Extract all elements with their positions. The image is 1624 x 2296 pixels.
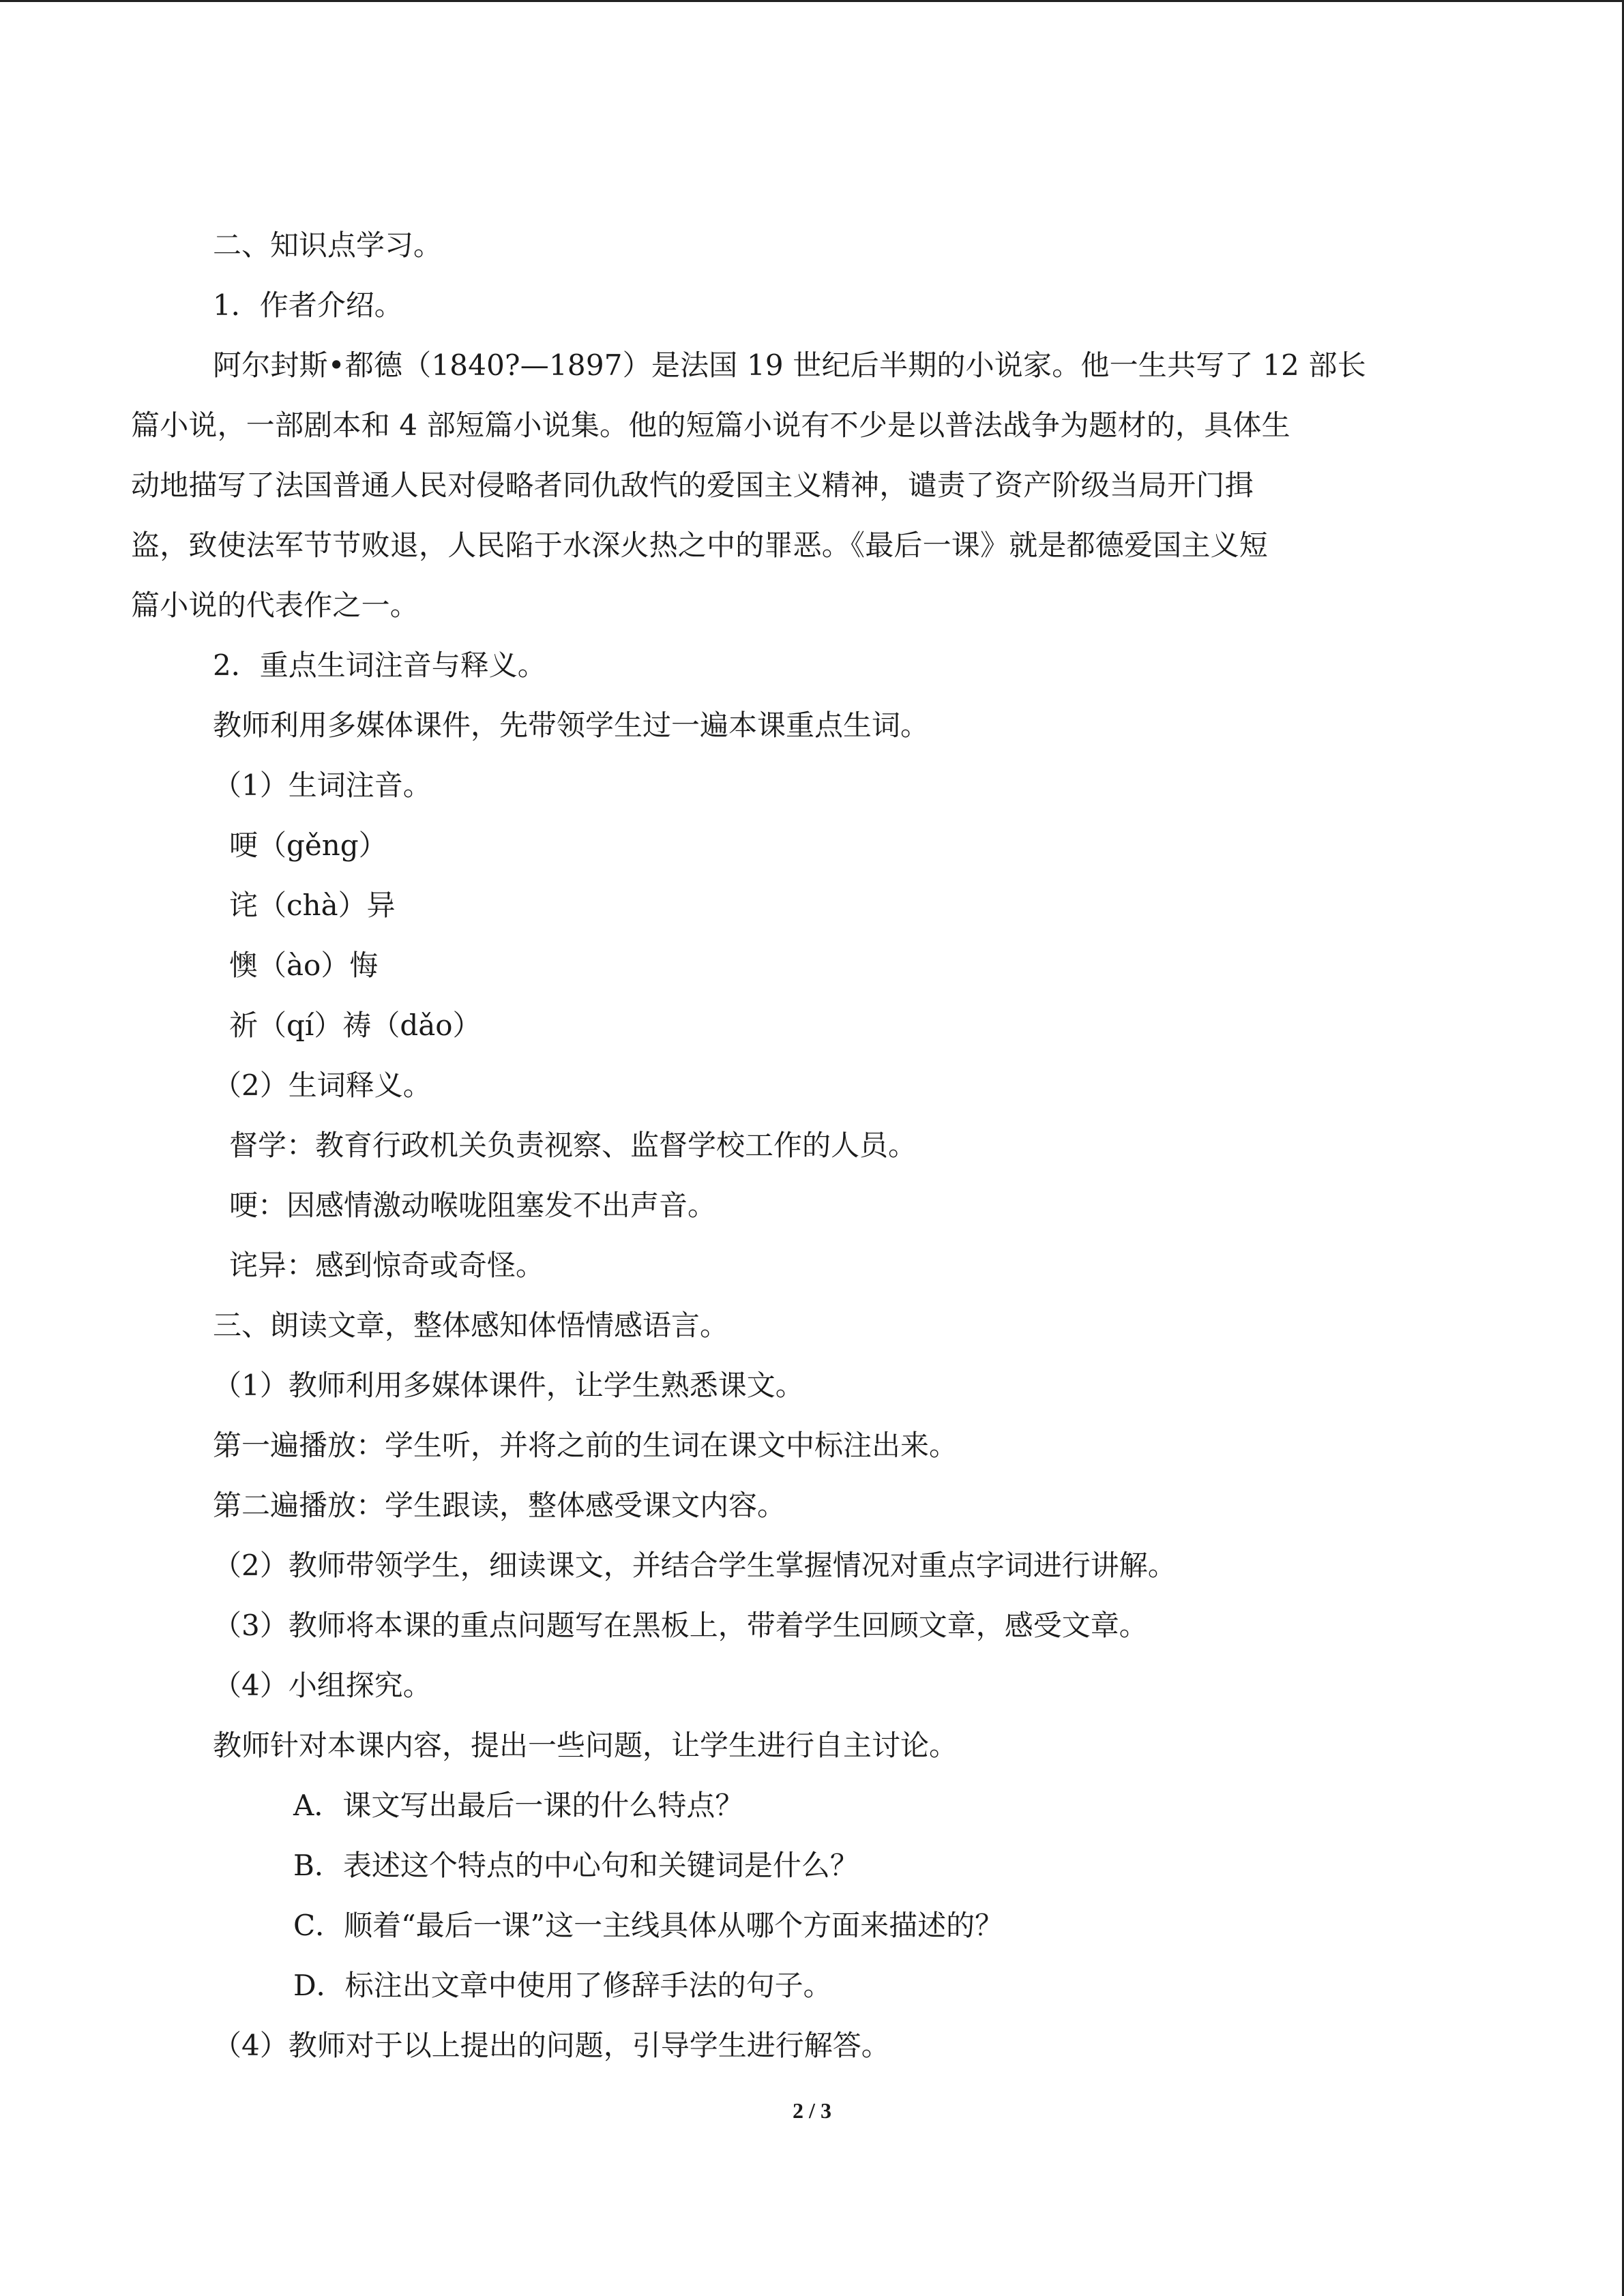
pronunciation-item: 懊（ào）悔 (229, 949, 379, 982)
definition-item: 哽：因感情激动喉咙阻塞发不出声音。 (229, 1189, 717, 1222)
document-body (131, 215, 1464, 2076)
second-playback: 第二遍播放：学生跟读，整体感受课文内容。 (213, 1489, 786, 1522)
page-number: 2 / 3 (793, 2098, 831, 2123)
author-line: 阿尔封斯•都德（1840?—1897）是法国 19 世纪后半期的小说家。他一生共写了 12 部长 (213, 348, 1366, 382)
page-border-top (0, 0, 1624, 2)
pronunciation-item: 诧（chà）异 (229, 889, 396, 922)
step-5: （4）教师对于以上提出的问题，引导学生进行解答。 (213, 2029, 890, 2062)
step-1: （1）教师利用多媒体课件，让学生熟悉课文。 (213, 1369, 804, 1402)
author-line: 篇小说，一部剧本和 4 部短篇小说集。他的短篇小说有不少是以普法战争为题材的，具体生 (131, 408, 1290, 442)
step-4-intro: 教师针对本课内容，提出一些问题，让学生进行自主讨论。 (213, 1729, 958, 1762)
author-line: 盗，致使法军节节败退，人民陷于水深火热之中的罪恶。《最后一课》就是都德爱国主义短 (131, 528, 1269, 562)
author-line: 篇小说的代表作之一。 (131, 588, 419, 622)
section3-heading: 三、朗读文章，整体感知体悟情感语言。 (213, 1309, 729, 1342)
definition-heading: （2）生词释义。 (213, 1069, 432, 1102)
item2-heading: 2．重点生词注音与释义。 (213, 648, 546, 682)
definition-item: 督学：教育行政机关负责视察、监督学校工作的人员。 (229, 1129, 917, 1162)
author-paragraph (131, 336, 1464, 636)
item2-intro: 教师利用多媒体课件，先带领学生过一遍本课重点生词。 (213, 709, 930, 742)
item1-heading: 1．作者介绍。 (213, 288, 403, 322)
pronunciation-item: 祈（qí）祷（dǎo） (229, 1009, 482, 1042)
author-line: 动地描写了法国普通人民对侵略者同仇敌忾的爱国主义精神，谴责了资产阶级当局开门揖 (131, 468, 1254, 502)
question-item: C．顺着“最后一课”这一主线具体从哪个方面来描述的？ (293, 1909, 1004, 1942)
first-playback: 第一遍播放：学生听，并将之前的生词在课文中标注出来。 (213, 1429, 958, 1462)
section2-heading: 二、知识点学习。 (213, 228, 443, 262)
definition-item: 诧异：感到惊奇或奇怪。 (229, 1249, 545, 1282)
pronunciation-heading: （1）生词注音。 (213, 769, 432, 802)
pronunciation-item: 哽（gěng） (229, 829, 387, 862)
question-item: D．标注出文章中使用了修辞手法的句子。 (293, 1969, 832, 2002)
step-3: （3）教师将本课的重点问题写在黑板上，带着学生回顾文章，感受文章。 (213, 1609, 1148, 1642)
question-item: A．课文写出最后一课的什么特点？ (293, 1789, 744, 1822)
question-item: B．表述这个特点的中心句和关键词是什么？ (293, 1849, 859, 1882)
step-4: （4）小组探究。 (213, 1669, 432, 1702)
step-2: （2）教师带领学生，细读课文，并结合学生掌握情况对重点字词进行讲解。 (213, 1549, 1177, 1582)
